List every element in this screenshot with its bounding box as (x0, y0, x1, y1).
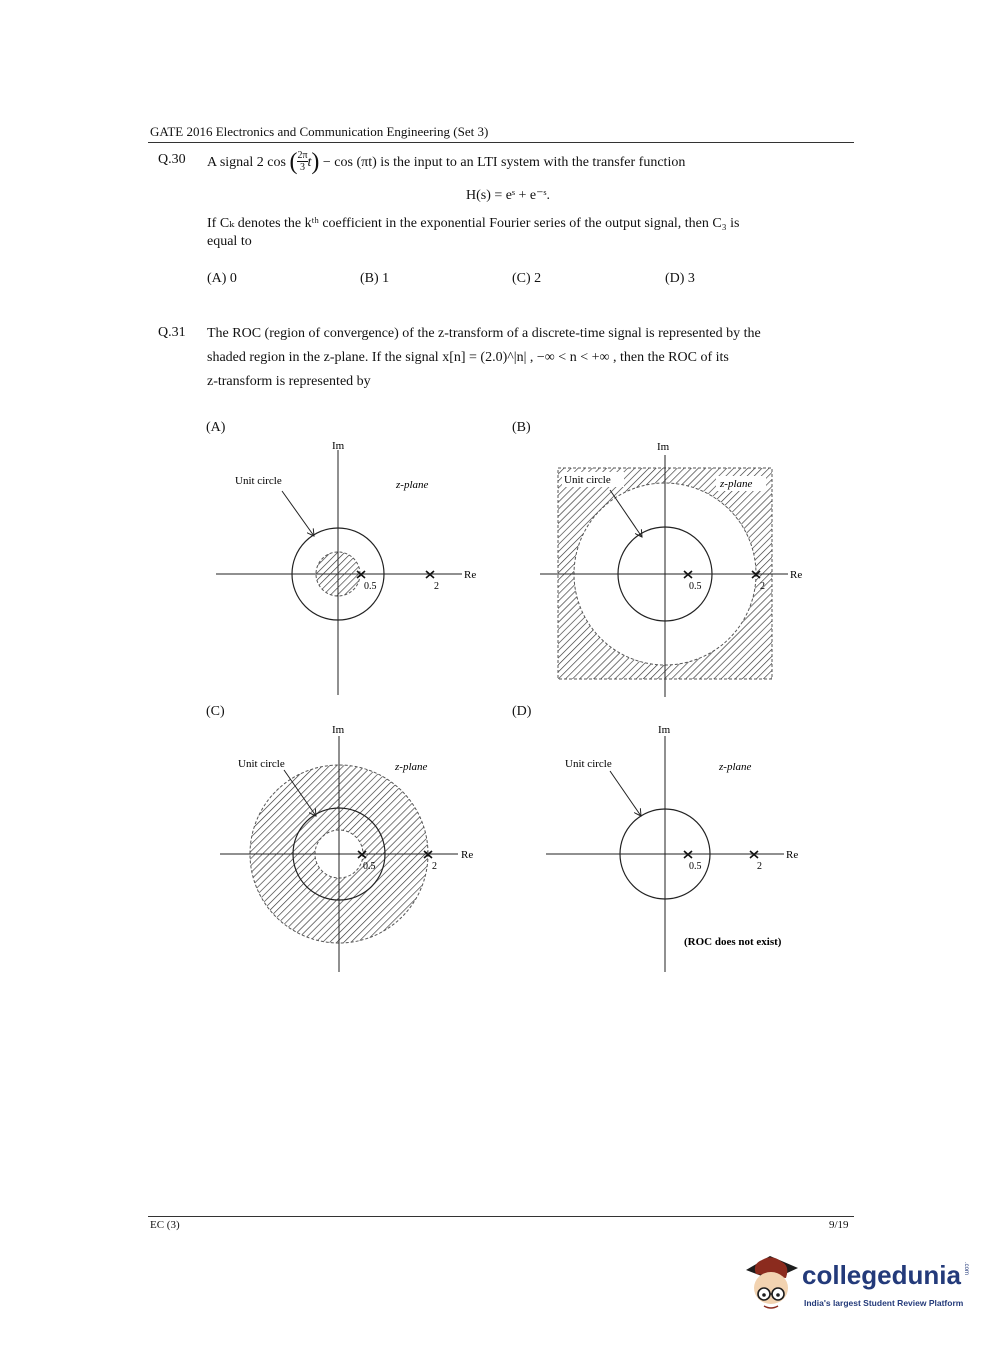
pole-2-label: 2 (432, 861, 437, 872)
panel-b-diagram (526, 435, 826, 700)
q30-frac-num: 2π (297, 150, 308, 161)
re-label: Re (461, 849, 474, 861)
q30-option-a[interactable]: (A) 0 (207, 271, 237, 286)
collegedunia-logo[interactable] (742, 1250, 982, 1314)
q30-option-c[interactable]: (C) 2 (512, 271, 542, 286)
z-plane-label: z-plane (395, 761, 428, 773)
logo-tagline: India's largest Student Review Platform (804, 1298, 964, 1308)
q30-line1-b: − cos (πt) is the input to an LTI system with the transfer function (322, 155, 686, 170)
panel-b-label[interactable]: (B) (512, 420, 531, 435)
roc-note: (ROC does not exist) (684, 936, 782, 948)
unit-circle-label: Unit circle (238, 758, 285, 770)
logo-com: .com (963, 1262, 969, 1276)
q30-t: t (307, 155, 312, 170)
mascot-icon (742, 1250, 802, 1314)
page-header: GATE 2016 Electronics and Communication Engineering (Set 3) (150, 124, 489, 139)
q30-option-d[interactable]: (D) 3 (665, 271, 695, 286)
unit-circle-arrow (610, 771, 641, 816)
unit-circle-label: Unit circle (235, 475, 282, 487)
q30-line1-a: A signal 2 cos (207, 155, 286, 170)
pole-0.5-label: 0.5 (363, 861, 376, 872)
pole-2-label: 2 (757, 861, 762, 872)
q31-line2: shaded region in the z-plane. If the signal x[n] = (2.0)^|n| , −∞ < n < +∞ , then the ROC of its (207, 350, 729, 365)
panel-c-label[interactable]: (C) (206, 704, 225, 719)
im-label: Im (332, 440, 345, 452)
q30-line2: If Cₖ denotes the kᵗʰ coefficient in the exponential Fourier series of the output signal, then C₃ is (207, 216, 740, 231)
footer-page-number: 9/19 (829, 1219, 849, 1231)
q31-number: Q.31 (158, 325, 186, 340)
panel-a-diagram (200, 435, 500, 700)
q30-option-b[interactable]: (B) 1 (360, 271, 390, 286)
panel-d-diagram (526, 718, 826, 978)
q30-frac-den: 3 (299, 162, 305, 173)
unit-circle-arrow (610, 490, 642, 537)
logo-wordmark: collegedunia (802, 1260, 961, 1290)
z-plane-label: z-plane (719, 761, 752, 773)
pole-2-label: 2 (760, 581, 765, 592)
header-rule (148, 142, 854, 143)
panel-c-diagram (200, 718, 500, 978)
q30-transfer-function: H(s) = eˢ + e⁻ˢ. (466, 188, 550, 203)
re-label: Re (786, 849, 799, 861)
re-label: Re (790, 569, 803, 581)
q30-line1: A signal 2 cos ( $\frac{2\pi}{3}$ t) − cos (πt) is the input to an LTI system with the transfer function (207, 149, 686, 175)
z-plane-label: z-plane (720, 478, 753, 490)
pole-0.5-label: 0.5 (689, 861, 702, 872)
im-label: Im (658, 724, 671, 736)
unit-circle-arrow (282, 491, 314, 536)
footer-left: EC (3) (150, 1219, 180, 1231)
pole-0.5-label: 0.5 (364, 581, 377, 592)
panel-a-label[interactable]: (A) (206, 420, 226, 435)
re-label: Re (464, 569, 477, 581)
roc-disk (316, 552, 360, 596)
pole-2-label: 2 (434, 581, 439, 592)
footer-rule (148, 1216, 854, 1217)
q30-number: Q.30 (158, 152, 186, 167)
im-label: Im (332, 724, 345, 736)
unit-circle-label: Unit circle (564, 474, 611, 486)
z-plane-label: z-plane (396, 479, 429, 491)
unit-circle-label: Unit circle (565, 758, 612, 770)
q30-line3: equal to (207, 234, 252, 249)
im-label: Im (657, 441, 670, 453)
q31-line3: z-transform is represented by (207, 374, 371, 389)
q31-line1: The ROC (region of convergence) of the z-transform of a discrete-time signal is represented by the (207, 326, 761, 341)
panel-d-label[interactable]: (D) (512, 704, 532, 719)
pole-0.5-label: 0.5 (689, 581, 702, 592)
